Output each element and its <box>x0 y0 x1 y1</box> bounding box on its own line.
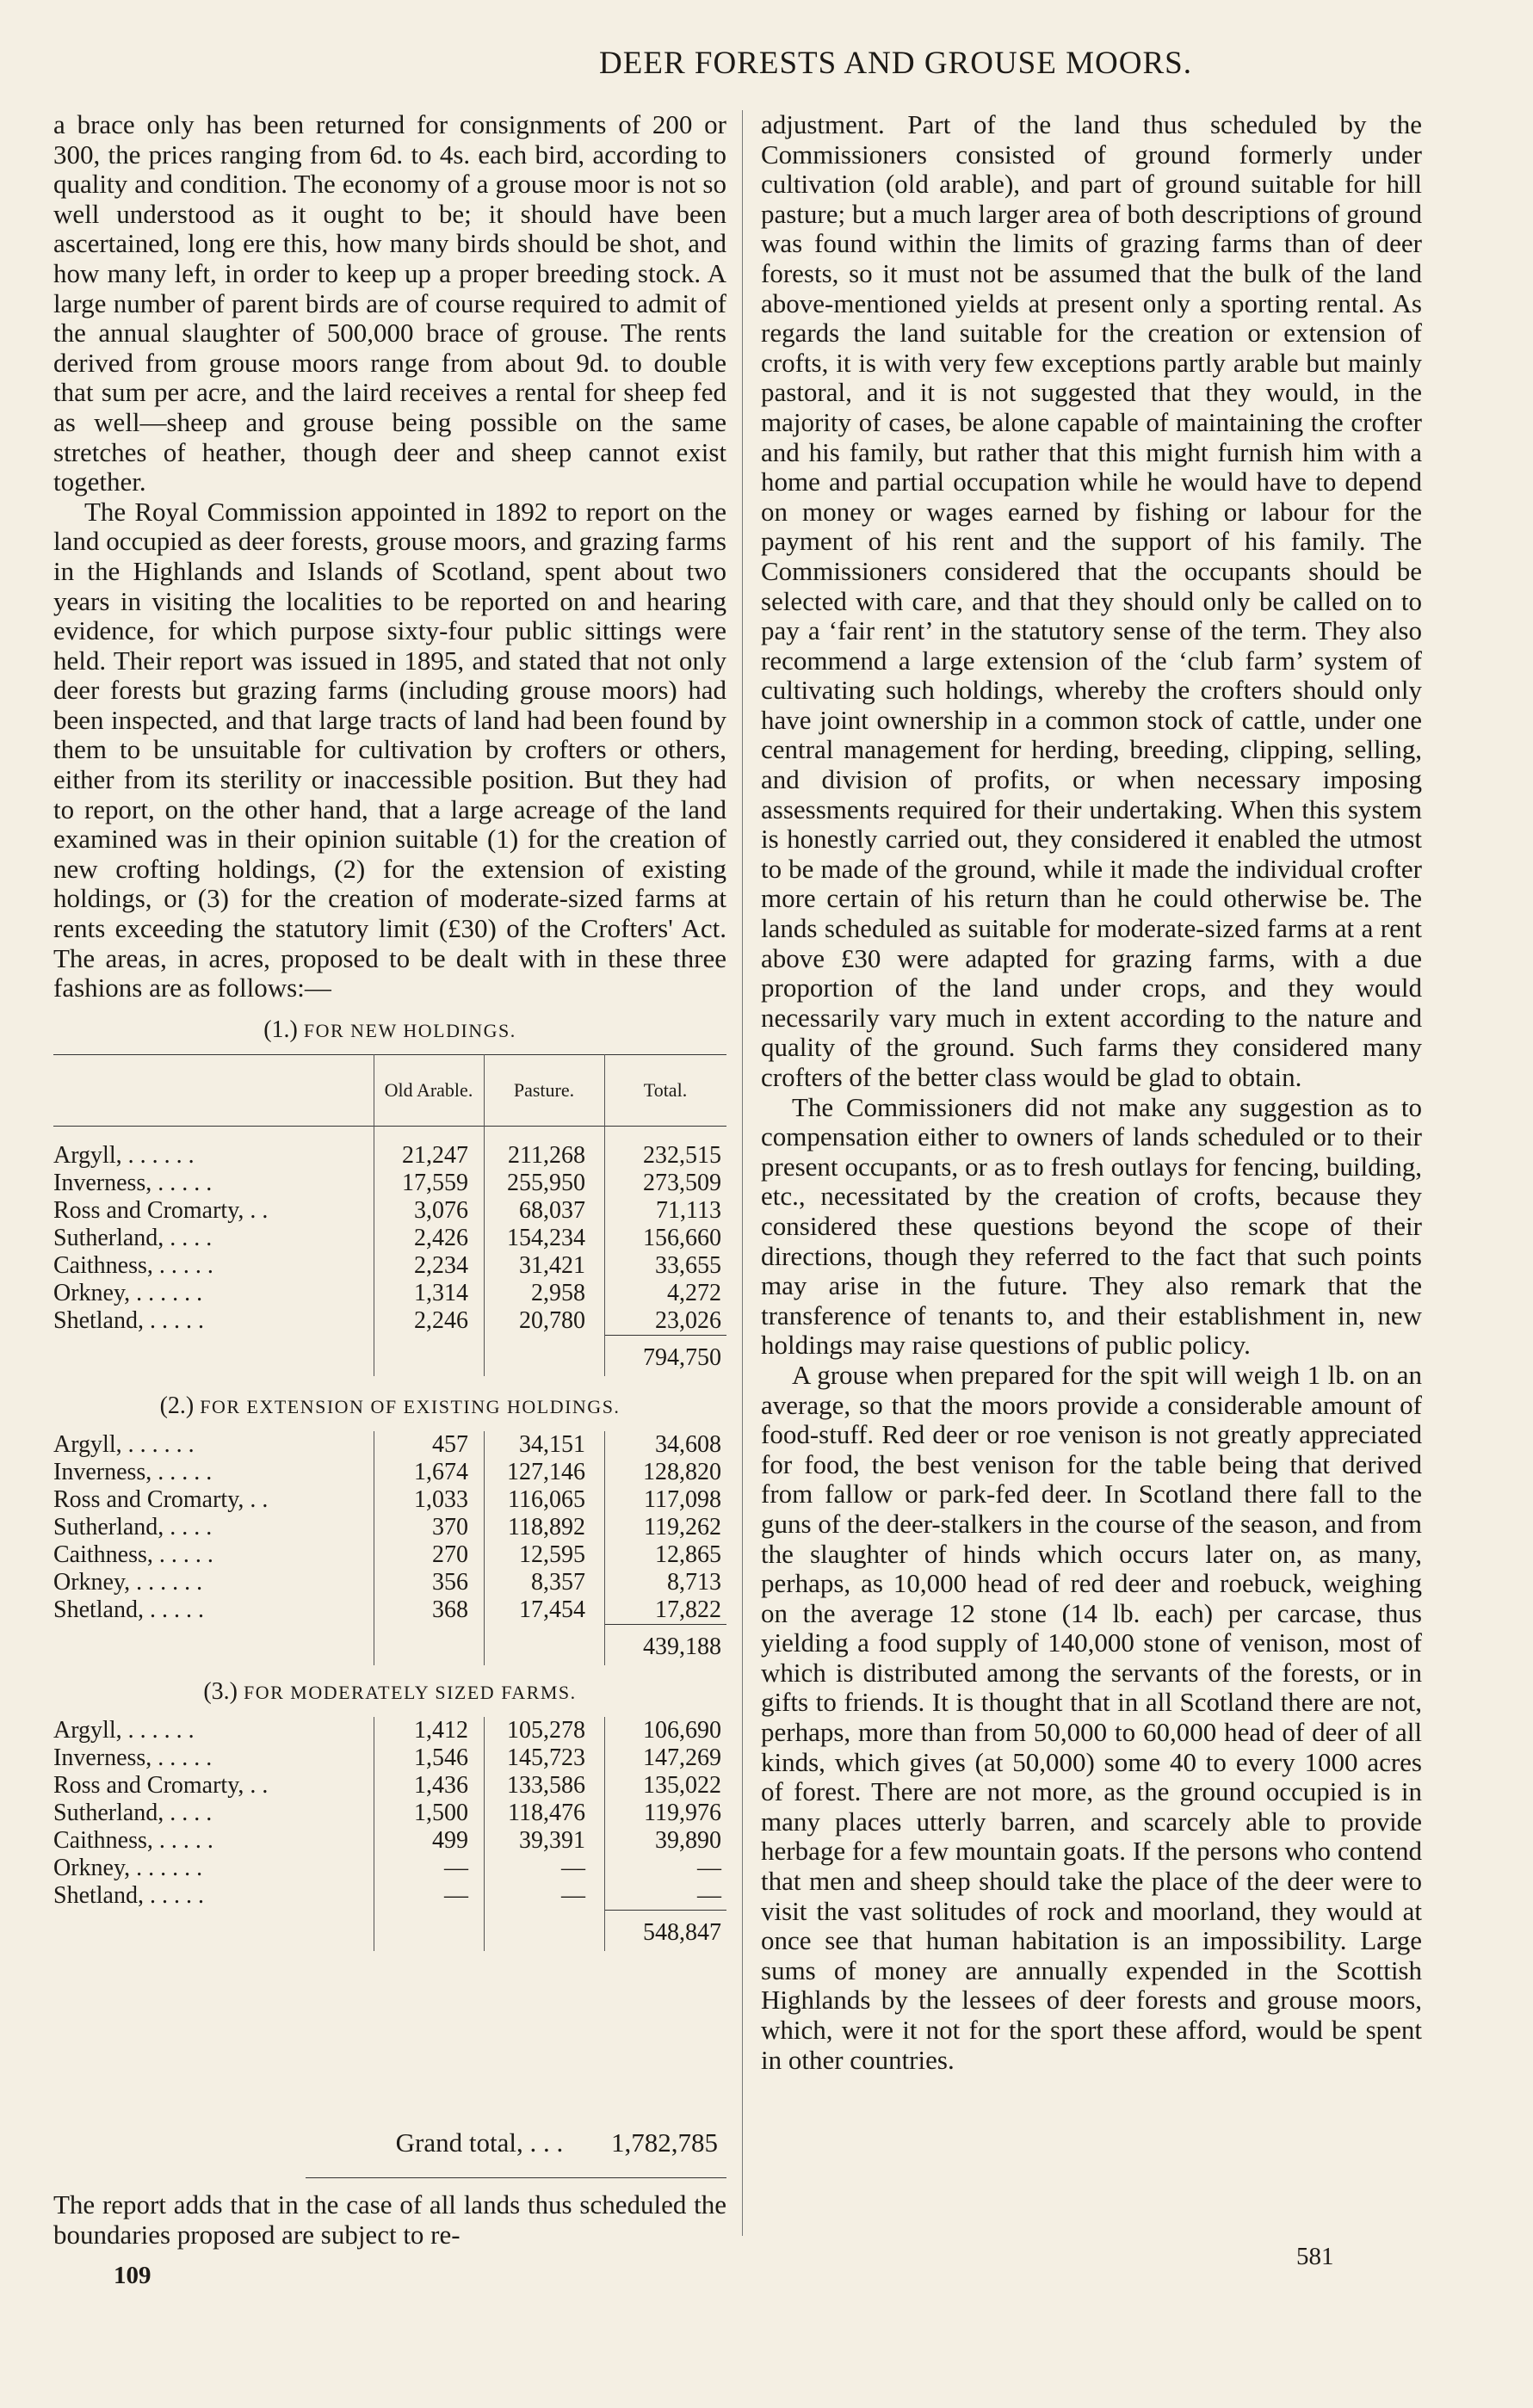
total-value: 273,509 <box>643 1170 721 1197</box>
table-row <box>53 1431 726 1459</box>
region-name: Ross and Cromarty, . . <box>53 1771 269 1799</box>
pasture-value: 12,595 <box>519 1541 585 1568</box>
old-arable-value: — <box>444 1854 468 1881</box>
grand-total-rule <box>306 2177 726 2178</box>
table-row <box>53 1717 726 1744</box>
old-arable-value: 17,559 <box>402 1170 468 1197</box>
table-row <box>53 1252 726 1280</box>
total-value: — <box>697 1881 721 1909</box>
table-row <box>53 1596 726 1624</box>
total-value: 135,022 <box>643 1771 721 1799</box>
table-2-heading: (2.) FOR EXTENSION OF EXISTING HOLDINGS. <box>159 1392 621 1420</box>
region-name: Ross and Cromarty, . . <box>53 1197 269 1225</box>
total-value: 106,690 <box>643 1716 721 1744</box>
region-name: Ross and Cromarty, . . <box>53 1486 269 1513</box>
left-paragraph-1: a brace only has been returned for consignments of 200 or 300, the prices ranging from 6d. to 4s. each bird, according to quality and condition. The economy of a grouse moor is not so well understood as it ought to be; it should have been ascertained, long ere this, how many birds should be shot, and how many left, in order to keep up a proper breeding stock. A large number of parent birds are of course required to admit of the annual slaughter of 500,000 brace of grouse. The rents derived from grouse moors range from about 9d. to double that sum per acre, and the laird receives a rental for sheep fed as well—sheep and grouse being possible on the same stretches of heather, though deer and sheep cannot exist together. <box>53 109 726 497</box>
old-arable-value: 270 <box>432 1541 468 1568</box>
total-value: 232,515 <box>643 1142 721 1170</box>
table-2-sum: 439,188 <box>604 1624 726 1665</box>
grand-total-row <box>53 2127 726 2158</box>
running-header: DEER FORESTS AND GROUSE MOORS. <box>599 46 1192 81</box>
total-value: 147,269 <box>643 1744 721 1771</box>
region-name: Sutherland, . . . . <box>53 1225 213 1252</box>
pasture-value: 118,892 <box>508 1514 585 1541</box>
table-row <box>53 1882 726 1910</box>
old-arable-value: 457 <box>432 1431 468 1458</box>
table-3-sum-row <box>53 1910 726 1951</box>
region-name: Argyll, . . . . . . <box>53 1716 195 1744</box>
old-arable-value: 1,546 <box>414 1744 468 1771</box>
old-arable-value: 499 <box>432 1826 468 1854</box>
region-name: Inverness, . . . . . <box>53 1459 213 1485</box>
old-arable-value: 2,246 <box>414 1307 468 1335</box>
total-value: 4,272 <box>667 1280 721 1307</box>
total-value: 39,890 <box>655 1826 721 1854</box>
old-arable-value: 3,076 <box>414 1197 468 1225</box>
table-row <box>53 1225 726 1252</box>
table-row <box>53 1855 726 1882</box>
table-row <box>53 1514 726 1541</box>
region-name: Orkney, . . . . . . <box>53 1280 203 1307</box>
table-moderate-farms <box>53 1717 726 1951</box>
total-value: — <box>697 1854 721 1881</box>
old-arable-value: 1,674 <box>414 1459 468 1485</box>
table-row <box>53 1827 726 1855</box>
table-row <box>53 1569 726 1596</box>
pasture-value: 211,268 <box>508 1142 585 1170</box>
pasture-value: 145,723 <box>507 1744 585 1771</box>
page-number-left: 109 <box>114 2262 151 2289</box>
region-name: Orkney, . . . . . . <box>53 1854 203 1881</box>
table-2-sum-row <box>53 1624 726 1665</box>
table-row <box>53 1800 726 1827</box>
table-row <box>53 1307 726 1335</box>
pasture-value: 154,234 <box>507 1225 585 1252</box>
table-row <box>53 1486 726 1514</box>
pasture-value: 2,958 <box>531 1280 585 1307</box>
region-name: Sutherland, . . . . <box>53 1514 213 1541</box>
total-value: 8,713 <box>667 1569 721 1596</box>
region-name: Argyll, . . . . . . <box>53 1142 195 1170</box>
region-name: Caithness, . . . . . <box>53 1252 213 1280</box>
total-value: 23,026 <box>655 1307 721 1335</box>
pasture-value: 133,586 <box>507 1771 585 1799</box>
region-name: Shetland, . . . . . <box>53 1881 204 1909</box>
table-row <box>53 1744 726 1772</box>
left-tail-paragraph: The report adds that in the case of all lands thus scheduled the boundaries proposed are subject to re- <box>53 2189 726 2250</box>
region-name: Sutherland, . . . . <box>53 1799 213 1826</box>
table-3-heading: (3.) FOR MODERATELY SIZED FARMS. <box>203 1678 577 1705</box>
old-arable-value: 1,500 <box>414 1799 468 1826</box>
right-column <box>761 110 1422 2075</box>
old-arable-value: 21,247 <box>402 1142 468 1170</box>
table-3-sum: 548,847 <box>604 1910 726 1951</box>
old-arable-value: 368 <box>432 1596 468 1623</box>
table-extension-holdings <box>53 1431 726 1665</box>
table-new-holdings <box>53 1054 726 1376</box>
total-value: 156,660 <box>643 1225 721 1252</box>
table-row <box>53 1459 726 1486</box>
region-name: Argyll, . . . . . . <box>53 1431 195 1458</box>
pasture-value: 255,950 <box>507 1170 585 1197</box>
pasture-value: — <box>561 1854 585 1881</box>
table-row <box>53 1541 726 1569</box>
total-value: 17,822 <box>655 1596 721 1623</box>
table-row <box>53 1772 726 1800</box>
total-value: 128,820 <box>643 1459 721 1485</box>
old-arable-value: 1,412 <box>414 1716 468 1744</box>
col-old-arable: Old Arable. <box>384 1079 473 1102</box>
right-paragraph-1: adjustment. Part of the land thus scheduled by the Commissioners consisted of ground formerly under cultivation (old arable), and part of ground suitable for hill pasture; but a much larger area of both descriptions of ground was found within the limits of grazing farms than of deer forests, so it must not be assumed that the bulk of the land above-mentioned yields at present only a sporting rental. As regards the land suitable for the creation or extension of crofts, it is with very few exceptions partly arable but mainly pastoral, and it is not suggested that they would, in the majority of cases, be alone capable of maintaining the crofter and his family, but rather that this might furnish him with a home and partial occupation while he would have to depend on money or wages earned by fishing or labour for the payment of his rent and the support of his family. The Commissioners considered that the occupants should be selected with care, and that they should only be called on to pay a ‘fair rent’ in the statutory sense of the term. They also recommend a large extension of the ‘club farm’ system of cultivating such holdings, whereby the crofters should only have joint ownership in a common stock of cattle, under one central management for herding, breeding, clipping, selling, and division of profits, or when necessary imposing assessments required for their undertaking. When this system is honestly carried out, they considered it enabled the utmost to be made of the ground, while it made the individual crofter more certain of his return than he could otherwise be. The lands scheduled as suitable for moderate-sized farms at a rent above £30 were adapted for grazing farms, with a due proportion of the land under crops, and they would necessarily vary much in extent according to the nature and quality of the ground. Such farms they considered many crofters of the better class would be glad to obtain. <box>761 109 1422 1092</box>
total-value: 71,113 <box>656 1197 721 1225</box>
pasture-value: 118,476 <box>508 1799 585 1826</box>
col-pasture: Pasture. <box>513 1079 575 1102</box>
old-arable-value: 2,234 <box>414 1252 468 1280</box>
old-arable-value: 2,426 <box>414 1225 468 1252</box>
table-1-sum-row <box>53 1335 726 1376</box>
pasture-value: 105,278 <box>507 1716 585 1744</box>
table-1-sum: 794,750 <box>604 1335 726 1376</box>
col-total: Total. <box>643 1079 688 1102</box>
region-name: Caithness, . . . . . <box>53 1826 213 1854</box>
old-arable-value: — <box>444 1881 468 1909</box>
region-name: Caithness, . . . . . <box>53 1541 213 1568</box>
total-value: 119,262 <box>644 1514 721 1541</box>
pasture-value: 39,391 <box>519 1826 585 1854</box>
table-row <box>53 1170 726 1197</box>
left-column <box>53 110 726 1951</box>
region-name: Orkney, . . . . . . <box>53 1569 203 1596</box>
pasture-value: — <box>561 1881 585 1909</box>
old-arable-value: 1,436 <box>414 1771 468 1799</box>
pasture-value: 116,065 <box>508 1486 585 1513</box>
grand-total-label: Grand total, . . . <box>395 2127 564 2158</box>
table-1-heading: (1.) FOR NEW HOLDINGS. <box>263 1016 516 1043</box>
pasture-value: 8,357 <box>531 1569 585 1596</box>
old-arable-value: 1,314 <box>414 1280 468 1307</box>
old-arable-value: 356 <box>432 1569 468 1596</box>
column-divider <box>742 110 743 2236</box>
total-value: 34,608 <box>655 1431 721 1458</box>
pasture-value: 68,037 <box>519 1197 585 1225</box>
table-row <box>53 1280 726 1307</box>
total-value: 33,655 <box>655 1252 721 1280</box>
grand-total-value: 1,782,785 <box>611 2127 718 2158</box>
pasture-value: 34,151 <box>519 1431 585 1458</box>
page-number-right: 581 <box>1296 2243 1334 2270</box>
region-name: Inverness, . . . . . <box>53 1744 213 1771</box>
table-row <box>53 1142 726 1170</box>
pasture-value: 17,454 <box>519 1596 585 1623</box>
table-row <box>53 1197 726 1225</box>
region-name: Shetland, . . . . . <box>53 1596 204 1623</box>
total-value: 119,976 <box>644 1799 721 1826</box>
region-name: Shetland, . . . . . <box>53 1307 204 1335</box>
region-name: Inverness, . . . . . <box>53 1170 213 1197</box>
right-paragraph-2: The Commissioners did not make any suggestion as to compensation either to owners of lands scheduled or to their present occupants, or as to fresh outlays for fencing, building, etc., necessitated by the creation of crofts, because they considered these questions beyond the scope of their directions, though they referred to the fact that such points may arise in the future. They also remark that the transference of tenants to, and their establishment in, new holdings may raise questions of public policy. <box>761 1091 1422 1361</box>
total-value: 12,865 <box>655 1541 721 1568</box>
old-arable-value: 370 <box>432 1514 468 1541</box>
old-arable-value: 1,033 <box>414 1486 468 1513</box>
right-paragraph-3: A grouse when prepared for the spit will weigh 1 lb. on an average, so that the moors provide a considerable amount of food-stuff. Red deer or roe venison is not greatly appreciated for food, the best venison for the table being that derived from fallow or park-fed deer. In Scotland there fall to the guns of the deer-stalkers in the course of the season, and from the slaughter of hinds which occurs later on, as many, perhaps, as 10,000 head of red deer and roebuck, weighing on the average 12 stone (14 lb. each) per carcase, thus yielding a food supply of 140,000 stone of venison, most of which is distributed among the servants of the forests, or in gifts to friends. It is thought that in all Scotland there are not, perhaps, more than from 50,000 to 60,000 head of deer of all kinds, which gives (at 50,000) some 40 to every 1000 acres of forest. There are not more, as the ground occupied is in many places utterly barren, and scarcely able to provide herbage for a few mountain goats. If the persons who contend that men and sheep should take the place of the deer were to visit the vast solitudes of rock and moorland, they would at once see that human habitation is an impossibility. Large sums of money are annually expended in the Scottish Highlands by the lessees of deer forests and grouse moors, which, were it not for the sport these afford, would be spent in other countries. <box>761 1359 1422 2075</box>
pasture-value: 31,421 <box>519 1252 585 1280</box>
table-header <box>53 1054 726 1127</box>
pasture-value: 127,146 <box>507 1459 585 1485</box>
total-value: 117,098 <box>644 1486 721 1513</box>
left-paragraph-2: The Royal Commission appointed in 1892 to report on the land occupied as deer forests, grouse moors, and grazing farms in the Highlands and Islands of Scotland, spent about two years in visiting the localities to be reported on and hearing evidence, for which purpose sixty-four public sittings were held. Their report was issued in 1895, and stated that not only deer forests but grazing farms (including grouse moors) had been inspected, and that large tracts of land had been found by them to be unsuitable for cultivation by crofters or others, either from its sterility or inaccessible position. But they had to report, on the other hand, that a large acreage of the land examined was in their opinion suitable (1) for the creation of new crofting holdings, (2) for the extension of existing holdings, or (3) for the creation of moderate-sized farms at rents exceeding the statutory limit (£30) of the Crofters' Act. The areas, in acres, proposed to be dealt with in these three fashions are as follows:— <box>53 496 726 1003</box>
pasture-value: 20,780 <box>519 1307 585 1335</box>
